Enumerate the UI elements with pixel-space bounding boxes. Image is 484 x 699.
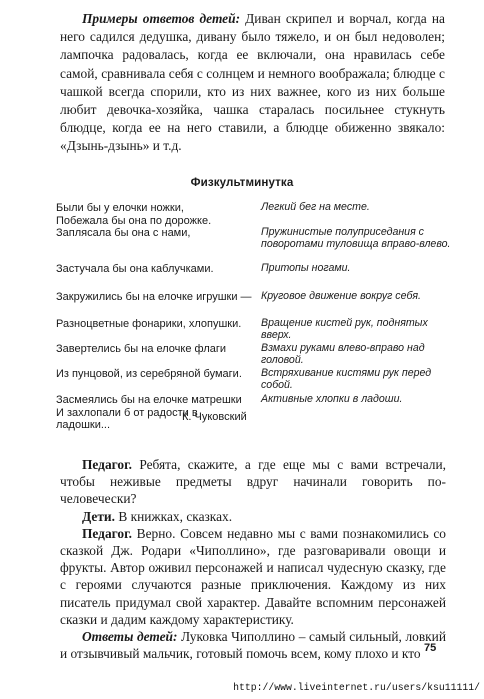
dialog-speaker: Педагог. (82, 457, 133, 472)
poem-verse: Были бы у елочки ножки, Побежала бы она по дорожке. (56, 202, 212, 227)
poem-author: К. Чуковский (182, 411, 247, 423)
poem-movement: Пружинистые полуприседания с поворотами туловища вправо-влево. (261, 226, 451, 250)
poem-verse: Завертелись бы на елочке флаги (56, 343, 227, 355)
dialog-text: В книжках, сказках. (114, 508, 233, 524)
watermark-url[interactable]: http://www.liveinternet.ru/users/ksu11111/ (233, 682, 480, 693)
poem-verse: Засмеялись бы на елочке матрешки И захлопали б от радости в ладошки... (56, 394, 242, 431)
poem-title: Физкультминутка (190, 176, 294, 189)
intro-text: Диван скрипел и ворчал, когда на него садился дедушка, дивану было тяжело, и он был недоволен; лампочка радовалась, когда ее включали, она нравилась себе самой, сравнивала себя с солнцем и немного воображала; блюдце с чашкой всегда спорили, кто из них важнее, кого из них больше любит девочка-хозяйка, чашка старалась посильнее стукнуть блюдце, когда ее на него ставили, а блюдце обиженно звякало: «Дзынь-дзынь» и т.д. (60, 11, 445, 154)
poem-movement: Легкий бег на месте. (261, 201, 370, 213)
page-number: 75 (424, 642, 437, 654)
poem-verse: Разноцветные фонарики, хлопушки. (56, 318, 242, 330)
dialog-speaker: Педагог. (82, 525, 133, 541)
intro-paragraph (60, 10, 445, 156)
poem-movement: Взмахи руками влево-вправо над головой. (261, 342, 425, 366)
dialog-line (60, 628, 446, 662)
dialog-text: Ребята, скажите, а где еще мы с вами встречали, чтобы неживые предметы вдруг начинали говорить по-человечески? (60, 457, 446, 507)
dialog-line (60, 508, 446, 525)
poem-movement: Вращение кистей рук, поднятых вверх. (261, 317, 428, 341)
poem-movement: Встряхивание кистями рук перед собой. (261, 367, 432, 391)
poem-movement: Активные хлопки в ладоши. (261, 393, 403, 405)
dialog-line (60, 525, 446, 628)
intro-lead: Примеры ответов детей: (82, 11, 241, 26)
poem-movement: Круговое движение вокруг себя. (261, 290, 421, 302)
poem-verse: Заплясала бы она с нами, (56, 227, 191, 239)
poem-movement: Притопы ногами. (261, 262, 351, 274)
dialog-speaker: Ответы детей: (82, 629, 178, 645)
dialog-speaker: Дети. (82, 508, 115, 524)
dialog-section (60, 456, 446, 662)
poem-verse: Застучала бы она каблучками. (56, 263, 214, 275)
poem-verse: Из пунцовой, из серебряной бумаги. (56, 368, 242, 380)
dialog-line (60, 456, 446, 508)
dialog-text: Луковка Чиполлино – самый сильный, ловкий и отзывчивый мальчик, готовый помочь всем, кому плохо и кто (60, 629, 446, 662)
dialog-text: Верно. Совсем недавно мы с вами познакомились со сказкой Дж. Родари «Чиполлино», где разговаривали овощи и фрукты. Автор оживил персонажей и написал чудесную сказку, где с героями случаются разные приключения. Каждому из них писатель придумал свой характер. Давайте вспомним персонажей сказки и дадим каждому характеристику. (60, 525, 446, 627)
poem-verse: Закружились бы на елочке игрушки — (56, 291, 252, 303)
